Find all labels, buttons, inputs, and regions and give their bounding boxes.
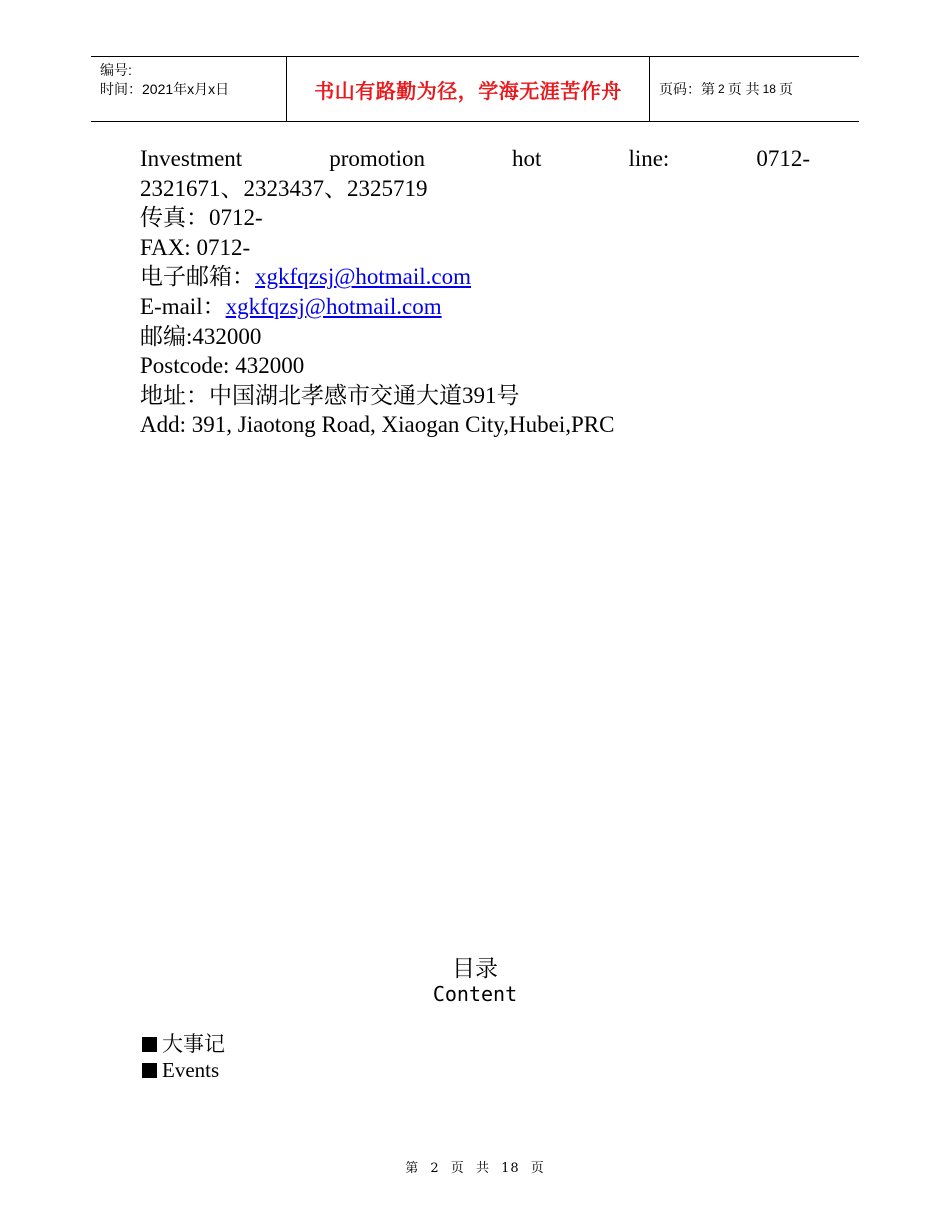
footer-gong: 共 [475, 1161, 490, 1176]
footer-total: 18 [501, 1161, 520, 1176]
page-header [91, 56, 859, 122]
fax-cn: 传真：0712- [140, 205, 263, 231]
square-bullet-icon [142, 1063, 157, 1078]
header-motto-cell [287, 57, 650, 121]
hotline-word: line: [628, 146, 670, 171]
page-mid: 页 共 [727, 81, 760, 97]
page-prefix: 页码：第 [659, 81, 715, 97]
email-link[interactable]: xgkfqzsj@hotmail.com [255, 264, 472, 290]
email-en-label: E-mail： [140, 293, 226, 319]
email-cn-line [140, 262, 810, 292]
postcode-cn: 邮编:432000 [140, 323, 262, 349]
toc-list [140, 1031, 225, 1083]
footer-ye: 页 [450, 1161, 465, 1176]
toc-item[interactable] [140, 1031, 225, 1057]
square-bullet-icon [142, 1037, 157, 1052]
page-total: 18 [762, 82, 776, 96]
toc-item-label: Events [162, 1058, 220, 1082]
toc-title: 目录 [452, 956, 498, 982]
page-number: 2 [718, 82, 725, 96]
page-suffix: 页 [778, 81, 793, 97]
fax-en: FAX: 0712- [140, 234, 251, 260]
hotline-word: Investment [140, 146, 243, 171]
toc-item[interactable] [140, 1057, 225, 1083]
header-motto: 书山有路勤为径，学海无涯苦作舟 [314, 78, 622, 103]
email-cn-label: 电子邮箱： [140, 264, 255, 290]
toc-subtitle: Content [432, 982, 518, 1006]
header-meta-cell [91, 57, 287, 121]
hotline-word: 0712- [756, 146, 810, 171]
page-footer [0, 1157, 950, 1176]
email-en-line [140, 292, 810, 322]
postcode-en: Postcode: 432000 [140, 353, 305, 379]
email-link[interactable]: xgkfqzsj@hotmail.com [225, 293, 442, 319]
address-en: Add: 391, Jiaotong Road, Xiaogan City,Hubei,PRC [140, 412, 615, 438]
footer-di: 第 [405, 1161, 420, 1176]
hotline-line [140, 144, 810, 174]
contact-block [140, 144, 810, 440]
hotline-numbers: 2321671、2323437、2325719 [140, 175, 428, 201]
footer-ye2: 页 [530, 1161, 545, 1176]
header-page-cell [650, 57, 859, 121]
hotline-word: hot [512, 146, 542, 171]
address-cn: 地址：中国湖北孝感市交通大道391号 [140, 382, 520, 408]
date-label: 时间：2021年x月x日 [100, 81, 230, 97]
footer-page-number: 2 [430, 1161, 440, 1176]
serial-number-label: 编号: [100, 62, 132, 78]
toc-item-label: 大事记 [162, 1032, 225, 1056]
hotline-word: promotion [329, 146, 426, 171]
